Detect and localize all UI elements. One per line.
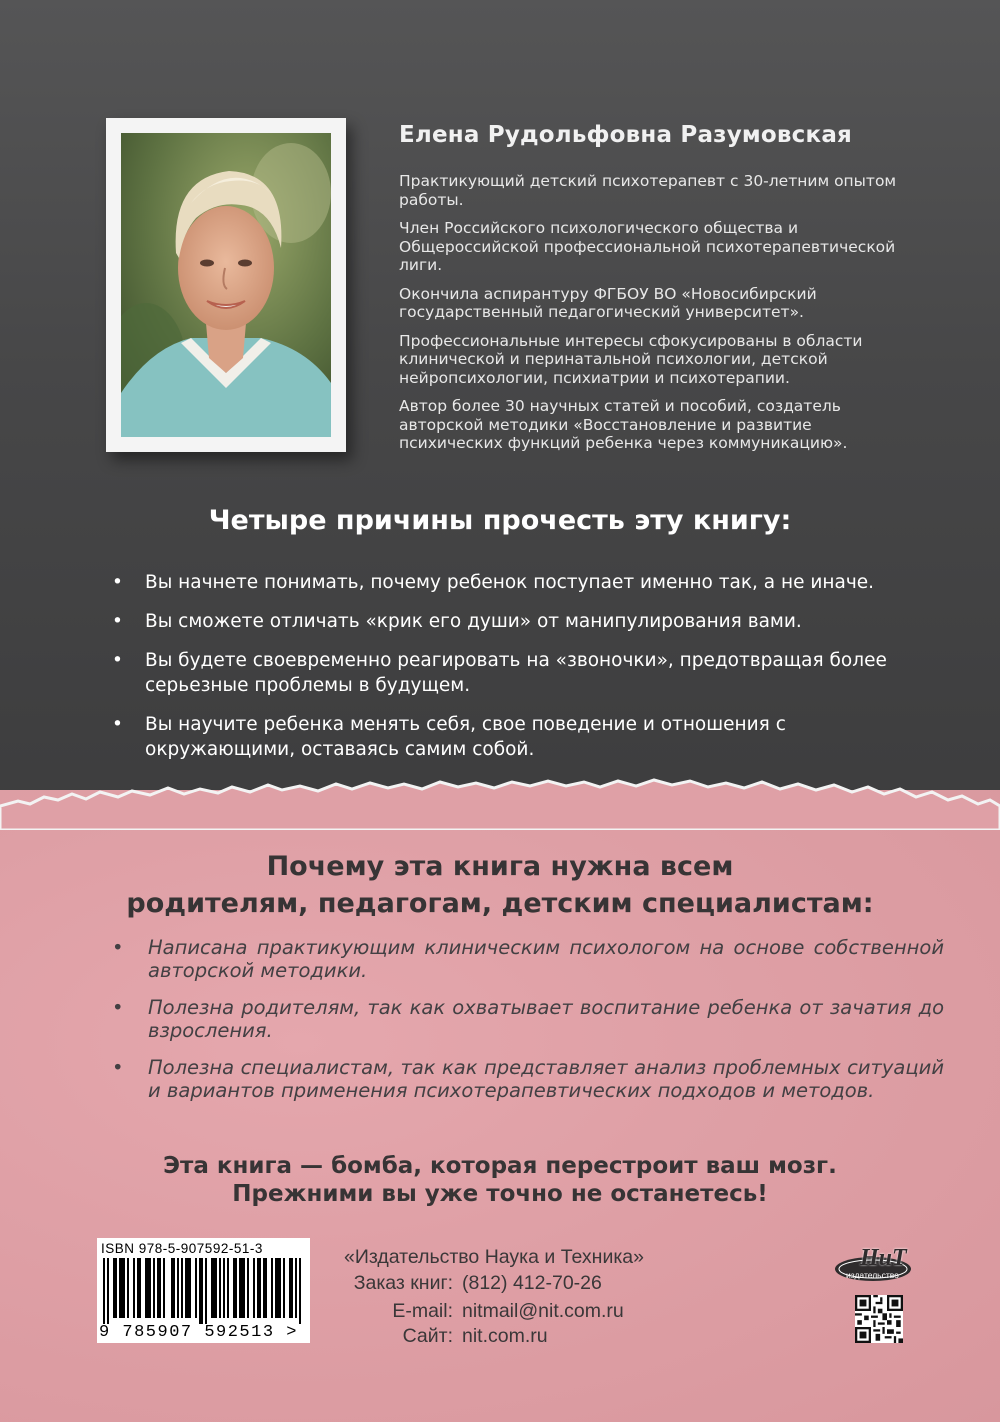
barcode-bar — [115, 1258, 117, 1318]
barcode-bar — [219, 1258, 221, 1318]
barcode-bar — [133, 1258, 135, 1318]
barcode-bar — [181, 1258, 183, 1318]
barcode-bar — [137, 1258, 139, 1318]
site-label: Сайт: — [402, 1325, 453, 1347]
barcode-bar — [259, 1258, 261, 1318]
barcode-bar — [153, 1258, 155, 1318]
barcode-bars — [103, 1258, 303, 1324]
bio-paragraph: Практикующий детский психотерапевт с 30-летним опытом работы. — [399, 172, 897, 209]
tagline-line1: Эта книга — бомба, которая перестроит ваш мозг. — [163, 1153, 837, 1179]
order-label: Заказ книг: — [353, 1272, 453, 1294]
barcode-bar — [291, 1258, 293, 1318]
barcode-bar — [107, 1258, 109, 1324]
reasons-heading: Четыре причины прочесть эту книгу: — [208, 505, 792, 536]
why-heading-line1: Почему эта книга нужна всем — [266, 851, 734, 882]
barcode-bar — [163, 1258, 165, 1318]
barcode-bar — [177, 1258, 179, 1318]
reasons-list — [112, 570, 912, 776]
bio-paragraph: Автор более 30 научных статей и пособий, создатель авторской методики «Восстановление и развитие психических функций ребенка через коммуникацию». — [399, 397, 848, 452]
barcode-bar — [239, 1258, 241, 1318]
barcode-bar — [247, 1258, 249, 1318]
ean-digits: 9 785907 592513 > — [99, 1323, 298, 1342]
barcode-bar — [145, 1258, 147, 1318]
barcode-bar — [147, 1258, 149, 1318]
barcode-bar — [121, 1258, 123, 1318]
barcode-bar — [243, 1258, 245, 1318]
bio-paragraph: Член Российского психологического общества и Общероссийской профессиональной психотерапевтической лиги. — [399, 219, 896, 274]
barcode-bar — [103, 1258, 105, 1324]
barcode-bar — [149, 1258, 151, 1318]
barcode-bar — [113, 1258, 115, 1318]
publisher-name: «Издательство Наука и Техника» — [344, 1246, 644, 1268]
barcode-bar — [263, 1258, 265, 1318]
barcode-bar — [295, 1258, 297, 1318]
barcode-bar — [215, 1258, 217, 1318]
author-photo-frame — [106, 118, 346, 452]
author-name: Елена Рудольфовна Разумовская — [399, 122, 853, 148]
author-bio — [399, 172, 919, 463]
isbn-text: ISBN 978-5-907592-51-3 — [101, 1241, 263, 1256]
barcode-bar — [213, 1258, 215, 1318]
why-heading-line2: родителям, педагогам, детским специалистам: — [126, 888, 874, 919]
reason-item: • Вы сможете отличать «крик его души» от манипулирования вами. — [112, 609, 912, 634]
torn-paper-edge — [0, 770, 1000, 830]
barcode-bar — [123, 1258, 125, 1318]
barcode-bar — [159, 1258, 161, 1318]
barcode-bar — [185, 1258, 187, 1318]
barcode-bar — [253, 1258, 255, 1318]
publisher-logo — [832, 1245, 914, 1285]
logo-text: НиТ — [860, 1245, 907, 1271]
order-phone: (812) 412-70-26 — [462, 1272, 602, 1294]
barcode-bar — [127, 1258, 129, 1318]
email-link[interactable]: nitmail@nit.com.ru — [462, 1300, 624, 1322]
barcode-bar — [241, 1258, 243, 1318]
email-label: E-mail: — [392, 1300, 453, 1322]
qr-code — [855, 1295, 903, 1343]
why-item: • Написана практикующим клиническим психологом на основе собственной авторской методики. — [112, 936, 944, 982]
barcode-bar — [277, 1258, 279, 1318]
tagline-line2: Прежними вы уже точно не останетесь! — [232, 1181, 768, 1207]
barcode-bar — [233, 1258, 235, 1318]
why-item: • Полезна родителям, так как охватывает воспитание ребенка от зачатия до взросления. — [112, 996, 944, 1042]
barcode-bar — [211, 1258, 213, 1318]
barcode-bar — [283, 1258, 285, 1318]
logo-subtext: издательство — [846, 1270, 899, 1280]
why-heading — [0, 848, 1000, 922]
barcode-bar — [201, 1258, 203, 1324]
reason-item: • Вы начнете понимать, почему ребенок поступает именно так, а не иначе. — [112, 570, 912, 595]
why-item: • Полезна специалистам, так как представляет анализ проблемных ситуаций и вариантов применения психотерапевтических подходов и методов. — [112, 1056, 944, 1102]
bio-paragraph: Окончила аспирантуру ФГБОУ ВО «Новосибирский государственный педагогический университет». — [399, 284, 817, 321]
reason-item: • Вы научите ребенка менять себя, свое поведение и отношения с окружающими, оставаясь самим собой. — [112, 712, 912, 762]
barcode-bar — [139, 1258, 141, 1318]
barcode-bar — [205, 1258, 207, 1324]
barcode-bar — [265, 1258, 267, 1318]
barcode-bar — [227, 1258, 229, 1318]
barcode-bar — [235, 1258, 237, 1318]
barcode-bar — [279, 1258, 281, 1318]
why-list — [112, 936, 944, 1116]
author-photo — [121, 133, 331, 437]
site-link[interactable]: nit.com.ru — [462, 1325, 548, 1347]
barcode-bar — [271, 1258, 273, 1318]
barcode-bar — [119, 1258, 121, 1318]
barcode-bar — [173, 1258, 175, 1318]
barcode-bar — [195, 1258, 197, 1318]
isbn-barcode — [97, 1238, 310, 1343]
reason-item: • Вы будете своевременно реагировать на «звоночки», предотвращая более серьезные проблемы в будущем. — [112, 648, 912, 698]
barcode-bar — [223, 1258, 225, 1318]
bio-paragraph: Профессиональные интересы сфокусированы в области клинической и перинатальной психологии, детской нейропсихологии, психиатрии и психотерапии. — [399, 331, 863, 387]
barcode-bar — [257, 1258, 259, 1318]
barcode-bar — [299, 1258, 301, 1324]
barcode-bar — [275, 1258, 277, 1318]
barcode-bar — [289, 1258, 291, 1318]
tagline — [0, 1152, 1000, 1208]
barcode-bar — [189, 1258, 191, 1318]
barcode-bar — [187, 1258, 189, 1318]
barcode-bar — [171, 1258, 173, 1318]
barcode-bar — [157, 1258, 159, 1318]
barcode-bar — [199, 1258, 201, 1324]
